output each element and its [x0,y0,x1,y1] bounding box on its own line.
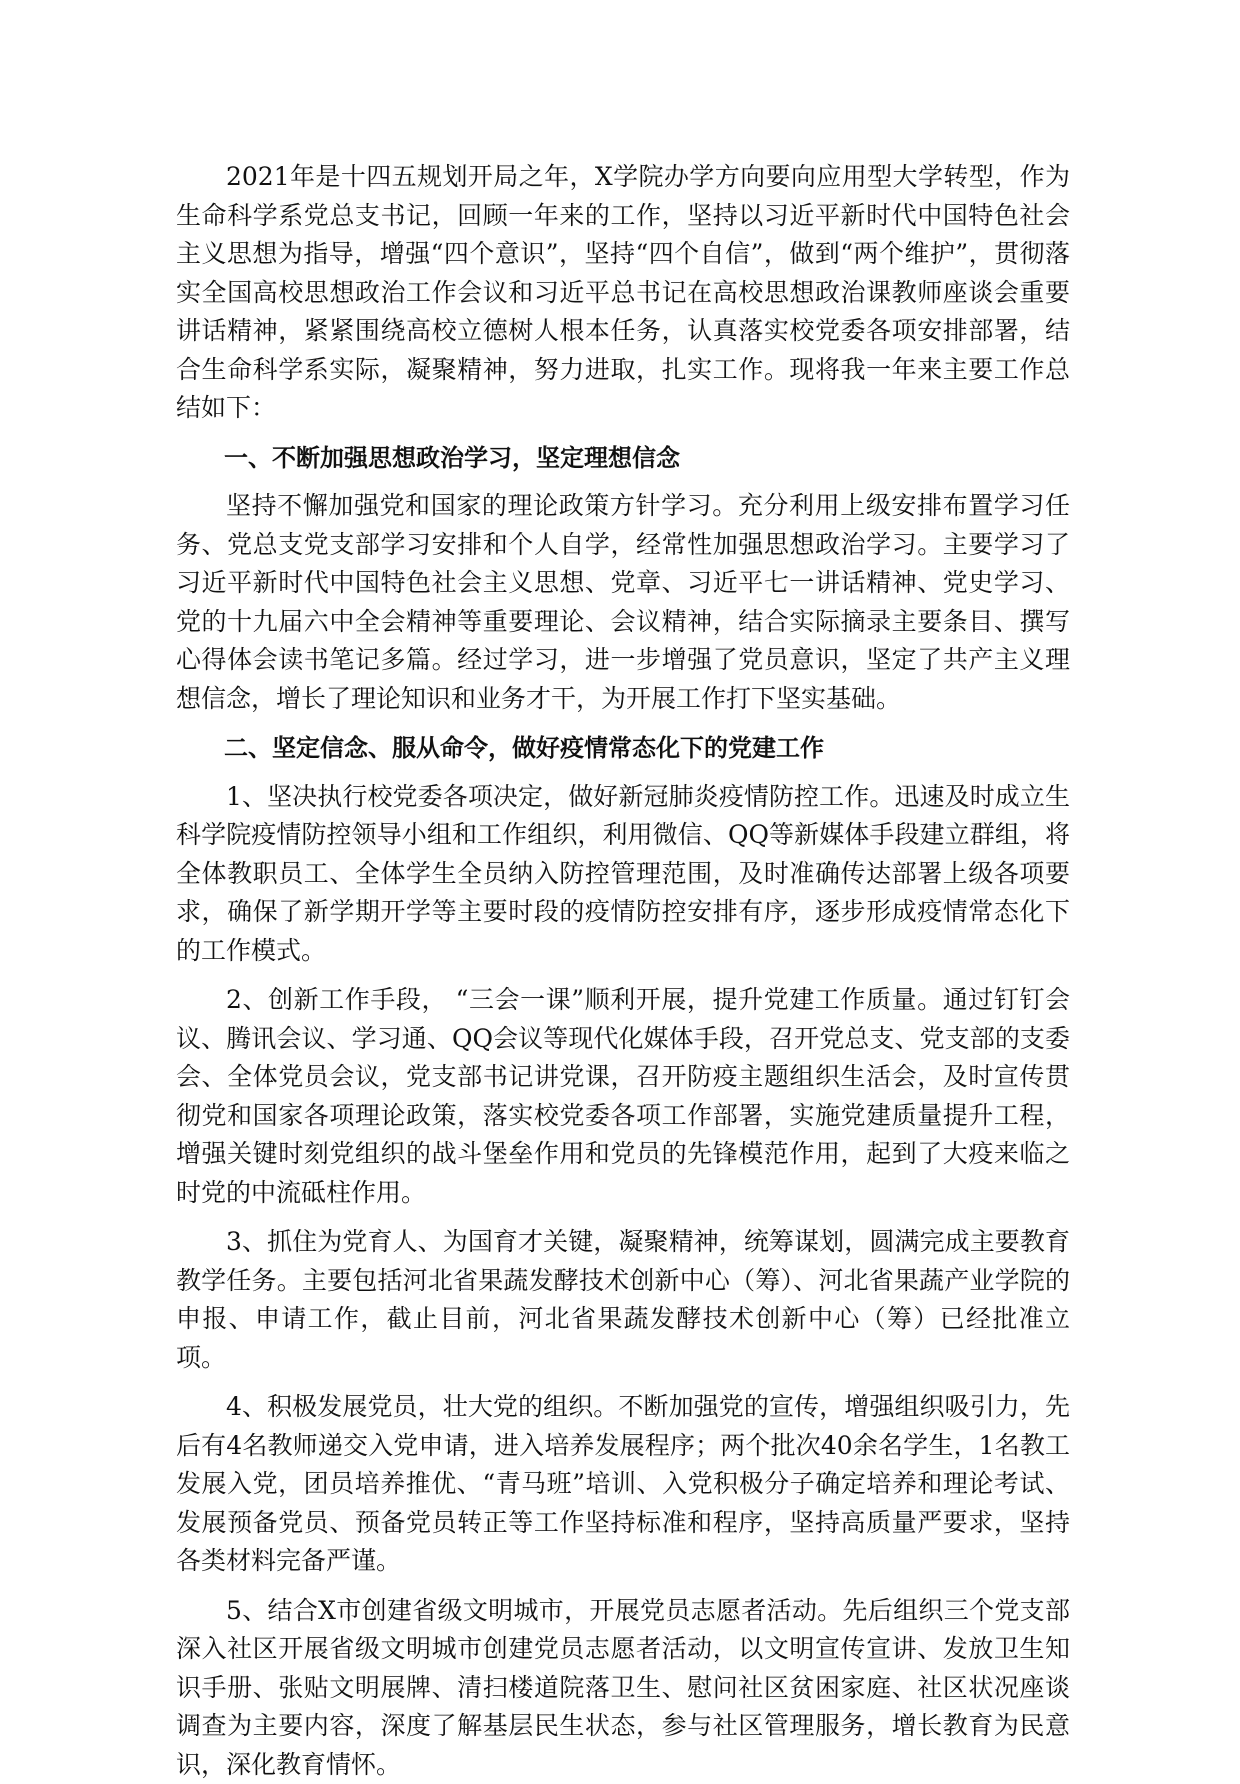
item-3-paragraph: 3、抓住为党育人、为国育才关键，凝聚精神，统筹谋划，圆满完成主要教育教学任务。主要包括河北省果蔬发酵技术创新中心（筹）、河北省果蔬产业学院的申报、申请工作，截止目前，河北省果蔬发酵技术创新中心（筹）已经批准立项。 [176,1223,1070,1377]
item-1-paragraph: 1、坚决执行校党委各项决定，做好新冠肺炎疫情防控工作。迅速及时成立生科学院疫情防控领导小组和工作组织，利用微信、QQ等新媒体手段建立群组，将全体教职员工、全体学生全员纳入防控管理范围，及时准确传达部署上级各项要求，确保了新学期开学等主要时段的疫情防控安排有序，逐步形成疫情常态化下的工作模式。 [176,778,1070,971]
section-heading-1: 一、不断加强思想政治学习，坚定理想信念 [176,439,1070,478]
section-1-paragraph: 坚持不懈加强党和国家的理论政策方针学习。充分利用上级安排布置学习任务、党总支党支部学习安排和个人自学，经常性加强思想政治学习。主要学习了习近平新时代中国特色社会主义思想、党章、习近平七一讲话精神、党史学习、党的十九届六中全会精神等重要理论、会议精神，结合实际摘录主要条目、撰写心得体会读书笔记多篇。经过学习，进一步增强了党员意识，坚定了共产主义理想信念，增长了理论知识和业务才干，为开展工作打下坚实基础。 [176,487,1070,718]
item-5-paragraph: 5、结合X市创建省级文明城市，开展党员志愿者活动。先后组织三个党支部深入社区开展省级文明城市创建党员志愿者活动，以文明宣传宣讲、发放卫生知识手册、张贴文明展牌、清扫楼道院落卫生、慰问社区贫困家庭、社区状况座谈调查为主要内容，深度了解基层民生状态，参与社区管理服务，增长教育为民意识，深化教育情怀。 [176,1592,1070,1784]
item-4-paragraph: 4、积极发展党员，壮大党的组织。不断加强党的宣传，增强组织吸引力，先后有4名教师递交入党申请，进入培养发展程序；两个批次40余名学生，1名教工发展入党，团员培养推优、“青马班”培训、入党积极分子确定培养和理论考试、发展预备党员、预备党员转正等工作坚持标准和程序，坚持高质量严要求，坚持各类材料完备严谨。 [176,1388,1070,1581]
item-2-paragraph: 2、创新工作手段， “三会一课”顺利开展，提升党建工作质量。通过钉钉会议、腾讯会议、学习通、QQ会议等现代化媒体手段，召开党总支、党支部的支委会、全体党员会议，党支部书记讲党课，召开防疫主题组织生活会，及时宣传贯彻党和国家各项理论政策，落实校党委各项工作部署，实施党建质量提升工程，增强关键时刻党组织的战斗堡垒作用和党员的先锋模范作用，起到了大疫来临之时党的中流砥柱作用。 [176,981,1070,1212]
intro-paragraph: 2021年是十四五规划开局之年，X学院办学方向要向应用型大学转型，作为生命科学系党总支书记，回顾一年来的工作，坚持以习近平新时代中国特色社会主义思想为指导，增强“四个意识”，坚持“四个自信”，做到“两个维护”，贯彻落实全国高校思想政治工作会议和习近平总书记在高校思想政治课教师座谈会重要讲话精神，紧紧围绕高校立德树人根本任务，认真落实校党委各项安排部署，结合生命科学系实际，凝聚精神，努力进取，扎实工作。现将我一年来主要工作总结如下： [176,158,1070,428]
section-heading-2: 二、坚定信念、服从命令，做好疫情常态化下的党建工作 [176,729,1070,768]
